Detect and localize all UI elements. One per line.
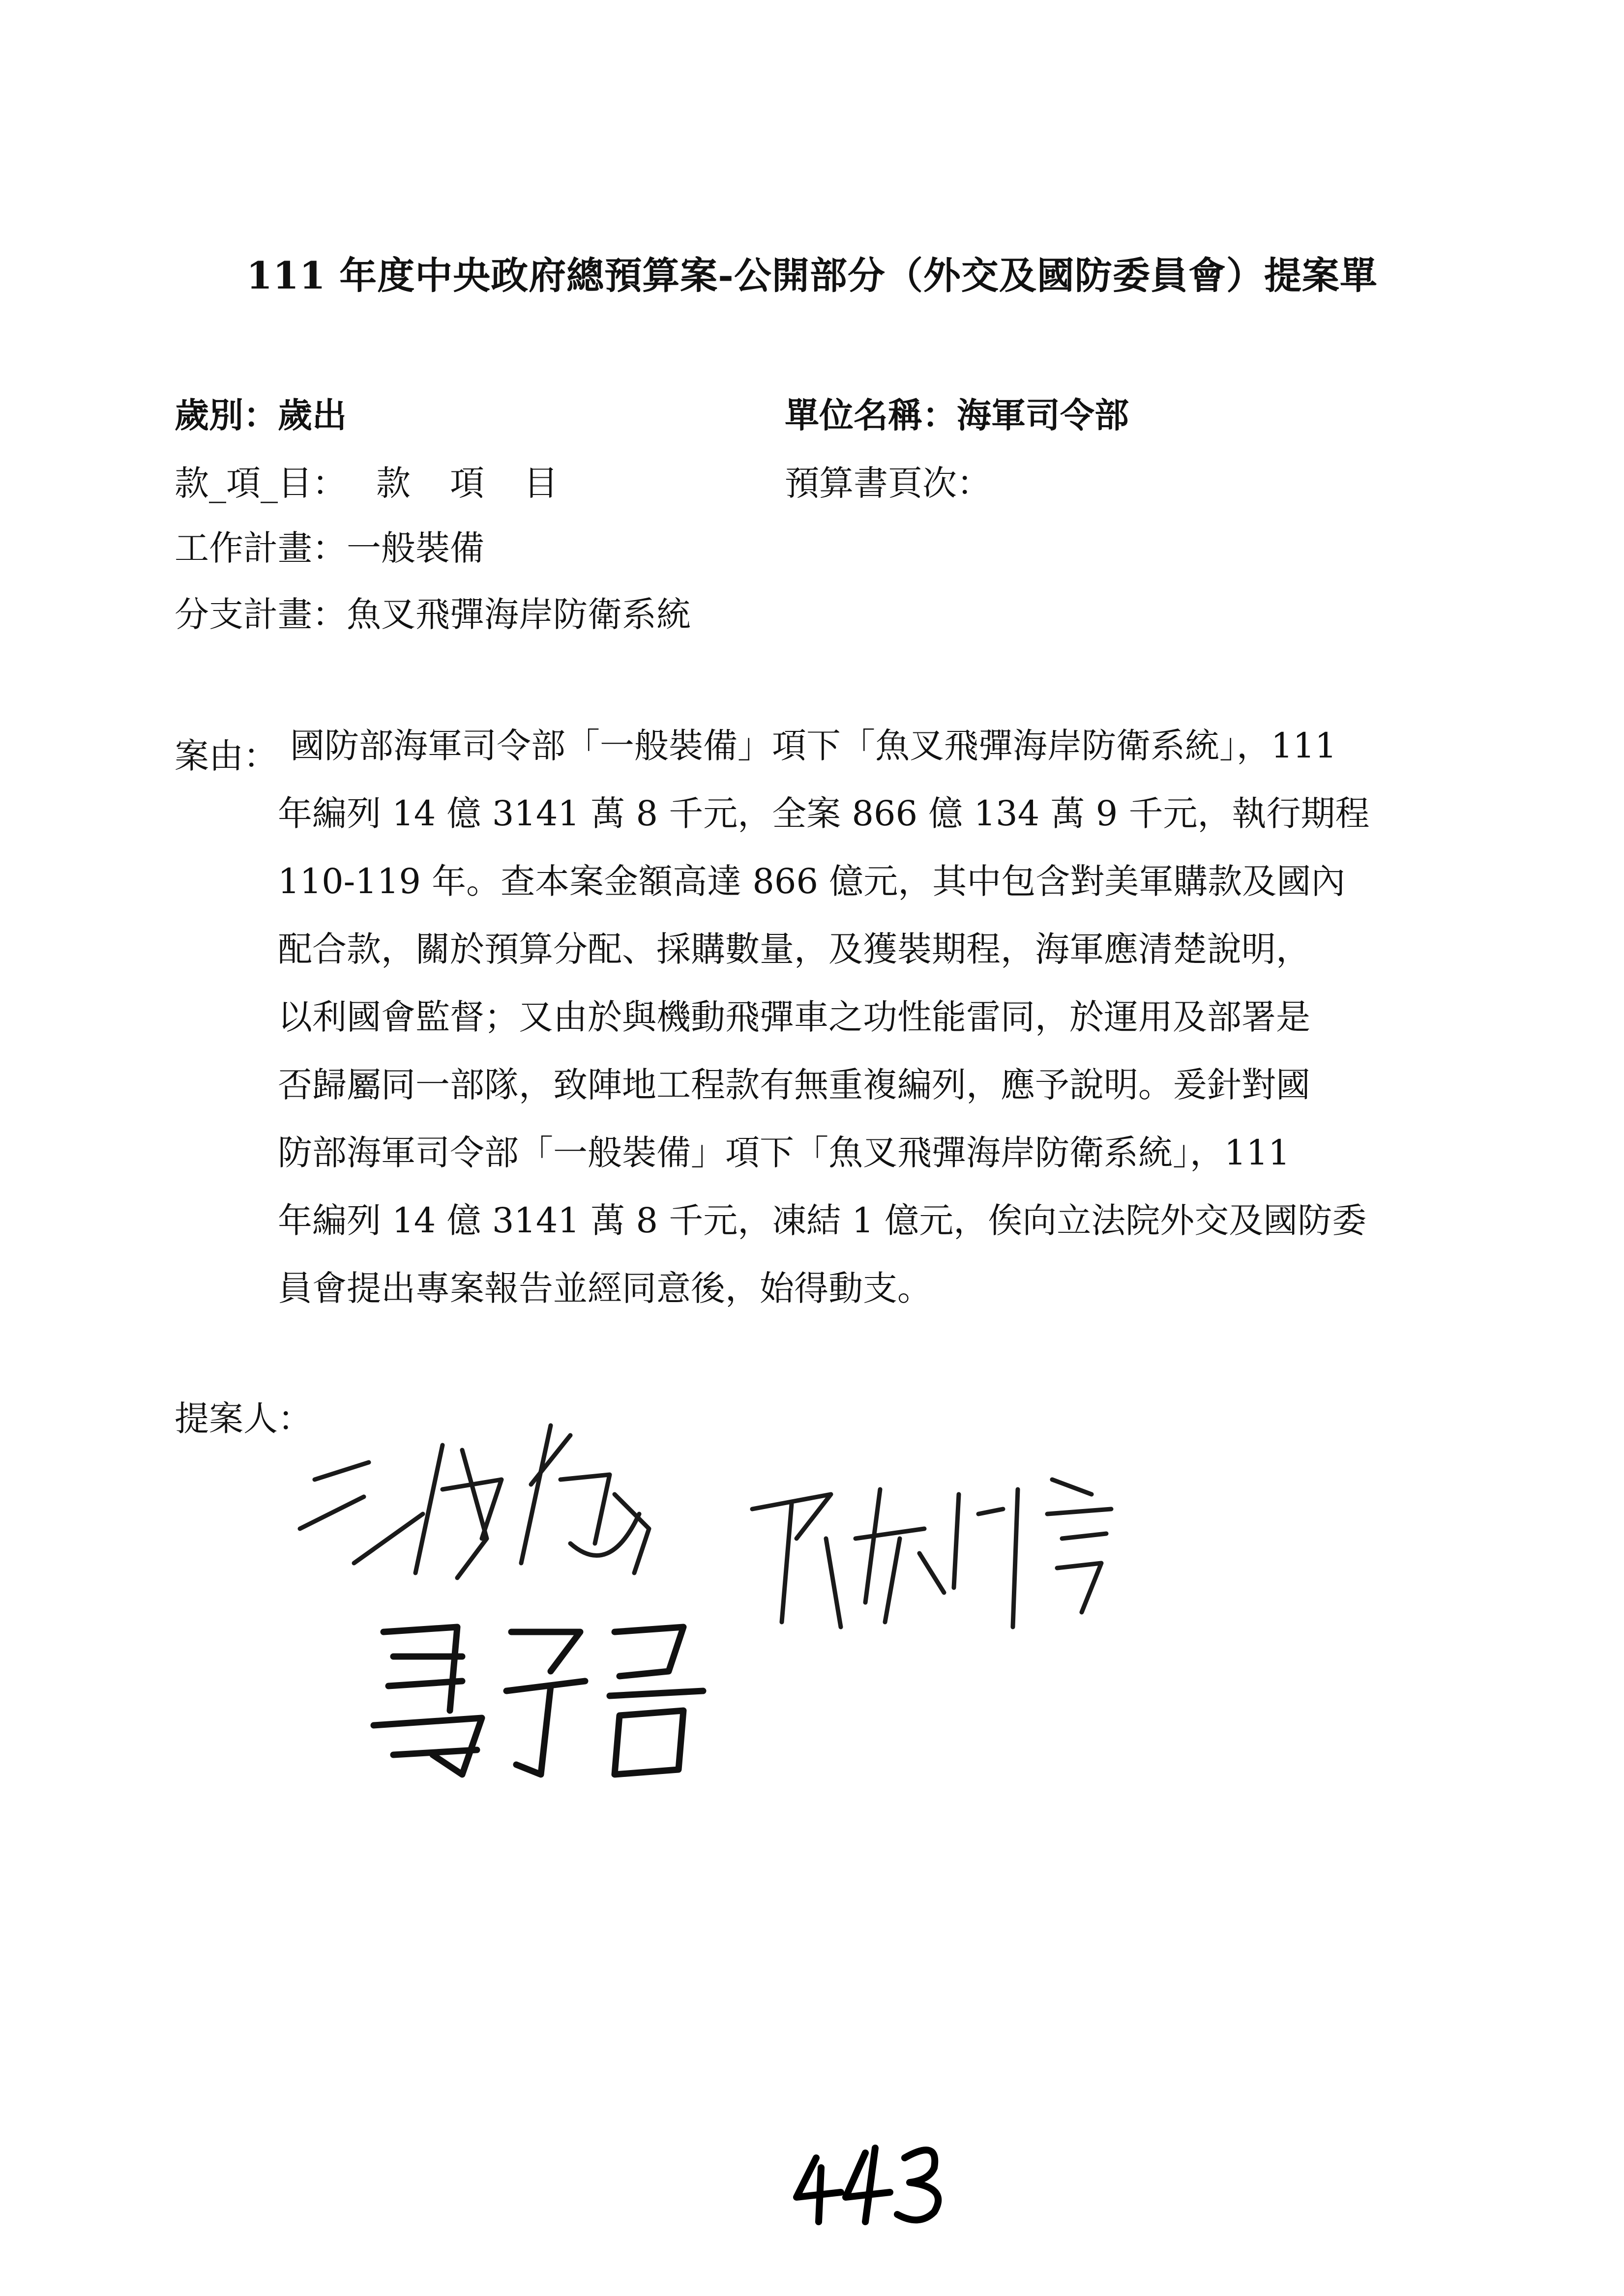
items-value-kuan: 款 [376, 463, 411, 503]
reason-line: 防部海軍司令部「一般裝備」項下「魚叉飛彈海岸防衛系統」，111 [278, 1133, 1290, 1173]
work-plan-field [175, 528, 484, 568]
proposer-label: 提案人： [175, 1398, 312, 1439]
sub-plan-label: 分支計畫： [175, 594, 347, 635]
category-value: 歲出 [278, 395, 347, 436]
reason-line: 國防部海軍司令部「一般裝備」項下「魚叉飛彈海岸防衛系統」，111 [290, 726, 1337, 766]
sub-plan-field [175, 594, 691, 635]
reason-line: 110-119 年。查本案金額高達 866 億元，其中包含對美軍購款及國內 [278, 861, 1346, 901]
items-value-xiang: 項 [450, 463, 484, 503]
items-label: 款_項_目： [175, 463, 347, 503]
sub-plan-value: 魚叉飛彈海岸防衛系統 [347, 594, 691, 635]
unit-value: 海軍司令部 [957, 395, 1129, 436]
category-label: 歲別： [175, 395, 278, 436]
reason-line: 配合款，關於預算分配、採購數量，及獲裝期程，海軍應清楚說明， [278, 929, 1310, 969]
document-title: 111 年度中央政府總預算案-公開部分（外交及國防委員會）提案單 [246, 254, 1378, 297]
reason-line: 員會提出專案報告並經同意後，始得動支。 [278, 1268, 932, 1308]
page-number-handwritten [792, 2133, 959, 2227]
work-plan-label: 工作計畫： [175, 528, 347, 568]
unit-label: 單位名稱： [785, 395, 957, 436]
budget-page-label: 預算書頁次： [785, 463, 991, 503]
signature-1 [295, 1416, 738, 1602]
category-field [175, 395, 347, 436]
budget-page-field [785, 463, 991, 503]
reason-line: 年編列 14 億 3141 萬 8 千元，凍結 1 億元，俟向立法院外交及國防委 [278, 1200, 1367, 1241]
reason-line: 年編列 14 億 3141 萬 8 千元，全案 866 億 134 萬 9 千元，執行期程 [278, 793, 1370, 834]
signature-3 [364, 1612, 718, 1789]
reason-label: 案由： [175, 736, 278, 776]
items-value-mu: 目 [524, 463, 558, 503]
signature-2 [738, 1465, 1131, 1642]
work-plan-value: 一般裝備 [347, 528, 484, 568]
reason-line: 否歸屬同一部隊，致陣地工程款有無重複編列，應予說明。爰針對國 [278, 1065, 1310, 1105]
reason-line: 以利國會監督；又由於與機動飛彈車之功性能雷同，於運用及部署是 [278, 997, 1310, 1037]
unit-field [785, 395, 1129, 436]
items-field [175, 463, 558, 503]
